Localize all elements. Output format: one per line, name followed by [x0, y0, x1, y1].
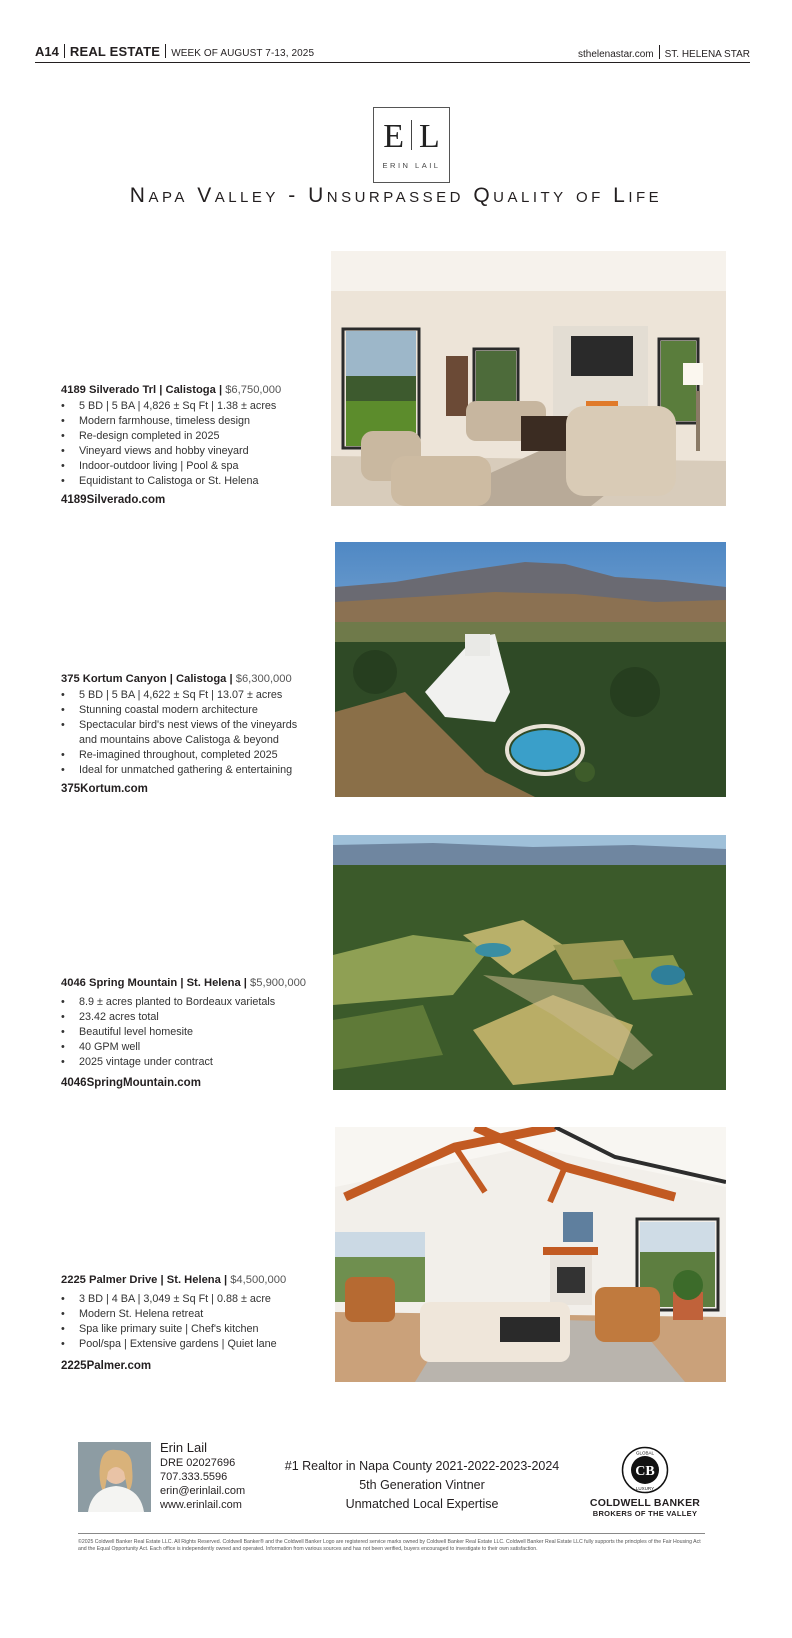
feature-item-continued: and mountains above Calistoga & beyond — [79, 734, 279, 746]
agent-phone[interactable]: 707.333.5596 — [160, 1471, 228, 1483]
erin-lail-logo — [373, 107, 450, 183]
vineyard-aerial-photo — [333, 835, 726, 1090]
feature-item: • 8.9 ± acres planted to Bordeaux varietals — [61, 995, 331, 1010]
feature-item: • Spa like primary suite | Chef's kitchen — [61, 1322, 331, 1337]
listing-features — [61, 399, 331, 489]
feature-item: • Spectacular bird's nest views of the vineyards — [61, 718, 331, 733]
listing-url[interactable]: 375Kortum.com — [61, 783, 148, 795]
hillside-home-photo — [335, 542, 726, 797]
agent-license: DRE 02027696 — [160, 1457, 236, 1469]
agent-name: Erin Lail — [160, 1440, 207, 1455]
listing-address: 375 Kortum Canyon | Calistoga | — [61, 673, 236, 685]
listing-url[interactable]: 4046SpringMountain.com — [61, 1077, 201, 1089]
feature-item: • 5 BD | 5 BA | 4,622 ± Sq Ft | 13.07 ± acres — [61, 688, 331, 703]
listing-url[interactable]: 4189Silverado.com — [61, 494, 166, 506]
masthead — [35, 44, 750, 62]
section-name: REAL ESTATE — [69, 44, 161, 59]
masthead-left — [35, 44, 314, 62]
paper-name: ST. HELENA STAR — [664, 49, 750, 60]
tagline-line: Unmatched Local Expertise — [345, 1497, 499, 1511]
listing-address: 4046 Spring Mountain | St. Helena | — [61, 977, 251, 989]
feature-item: • Re-imagined throughout, completed 2025 — [61, 748, 331, 763]
page-headline: Napa Valley - Unsurpassed Quality of Life — [129, 184, 663, 207]
tagline-line: 5th Generation Vintner — [359, 1478, 485, 1492]
agent-contact — [160, 1440, 245, 1512]
coldwell-banker-logo — [585, 1446, 705, 1519]
listing-price: $6,750,000 — [225, 384, 282, 396]
listing-price: $4,500,000 — [230, 1274, 287, 1286]
feature-item: • 5 BD | 5 BA | 4,826 ± Sq Ft | 1.38 ± acres — [61, 399, 331, 414]
logo-name: ERIN LAIL — [382, 161, 441, 170]
feature-item: • Re-design completed in 2025 — [61, 429, 331, 444]
listing-title — [61, 1273, 331, 1288]
site-link[interactable]: sthelenastar.com — [577, 49, 654, 60]
feature-item: • Equidistant to Calistoga or St. Helena — [61, 474, 331, 489]
listing-title — [61, 976, 331, 991]
feature-item: • Beautiful level homesite — [61, 1025, 331, 1040]
agent-website[interactable]: www.erinlail.com — [160, 1499, 242, 1511]
brokerage-office: BROKERS OF THE VALLEY — [592, 1509, 698, 1518]
listing-title — [61, 672, 331, 687]
listing-features — [61, 1292, 331, 1352]
great-room-photo — [335, 1127, 726, 1382]
logo-letter-e: E — [383, 118, 404, 155]
seal-bottom-text: LUXURY — [635, 1486, 655, 1491]
feature-item: • Indoor-outdoor living | Pool & spa — [61, 459, 331, 474]
listing-details — [61, 1273, 331, 1374]
listing-details — [61, 672, 331, 797]
agent-tagline — [272, 1457, 572, 1514]
brokerage-name: COLDWELL BANKER — [589, 1497, 701, 1509]
footer-rule — [78, 1533, 705, 1534]
page-number: A14 — [35, 44, 59, 59]
listing-price: $6,300,000 — [235, 673, 292, 685]
feature-item: • Vineyard views and hobby vineyard — [61, 444, 331, 459]
masthead-divider — [165, 44, 166, 58]
masthead-rule — [35, 62, 750, 63]
logo-divider — [411, 120, 412, 150]
agent-portrait — [78, 1442, 151, 1512]
listing-features — [61, 688, 331, 778]
listing-title — [61, 383, 331, 398]
feature-item: • 2025 vintage under contract — [61, 1055, 331, 1070]
svg-text:CB: CB — [635, 1464, 655, 1479]
listing-features — [61, 995, 331, 1070]
feature-item: • 23.42 acres total — [61, 1010, 331, 1025]
logo-letter-l: L — [419, 118, 440, 155]
global-luxury-seal-icon — [621, 1446, 669, 1494]
listing-details — [61, 383, 331, 508]
feature-item: • Modern farmhouse, timeless design — [61, 414, 331, 429]
feature-item: • Pool/spa | Extensive gardens | Quiet lane — [61, 1337, 331, 1352]
listing-details — [61, 976, 331, 1091]
living-room-photo — [331, 251, 726, 506]
masthead-divider — [64, 44, 65, 58]
seal-top-text: GLOBAL — [635, 1450, 655, 1456]
listing-url[interactable]: 2225Palmer.com — [61, 1360, 152, 1372]
logo-monogram — [374, 118, 449, 156]
issue-week: WEEK OF AUGUST 7-13, 2025 — [171, 48, 315, 59]
feature-item: • 40 GPM well — [61, 1040, 331, 1055]
listing-address: 4189 Silverado Trl | Calistoga | — [61, 384, 226, 396]
legal-disclaimer: ©2025 Coldwell Banker Real Estate LLC. All Rights Reserved. Coldwell Banker® and the Coldwell Banker Logo are registered service marks owned by Coldwell Banker Real Estate LLC. Coldwell Banker Real Estate LLC fully supports the principles of the Fair Housing Act and the Equal Opportunity Act. Each office is independently owned and operated. Information from various sources and has not been verified, buyers encouraged to investigate to their own satisfaction. — [78, 1539, 701, 1552]
feature-item: • Modern St. Helena retreat — [61, 1307, 331, 1322]
feature-item: • 3 BD | 4 BA | 3,049 ± Sq Ft | 0.88 ± acre — [61, 1292, 331, 1307]
listing-price: $5,900,000 — [250, 977, 307, 989]
tagline-line: #1 Realtor in Napa County 2021-2022-2023-2024 — [284, 1459, 560, 1473]
feature-item: • Ideal for unmatched gathering & entertaining — [61, 763, 331, 778]
masthead-divider — [659, 45, 660, 59]
feature-item: • Stunning coastal modern architecture — [61, 703, 331, 718]
listing-address: 2225 Palmer Drive | St. Helena | — [61, 1274, 231, 1286]
masthead-right — [578, 45, 750, 62]
agent-email[interactable]: erin@erinlail.com — [160, 1485, 246, 1497]
